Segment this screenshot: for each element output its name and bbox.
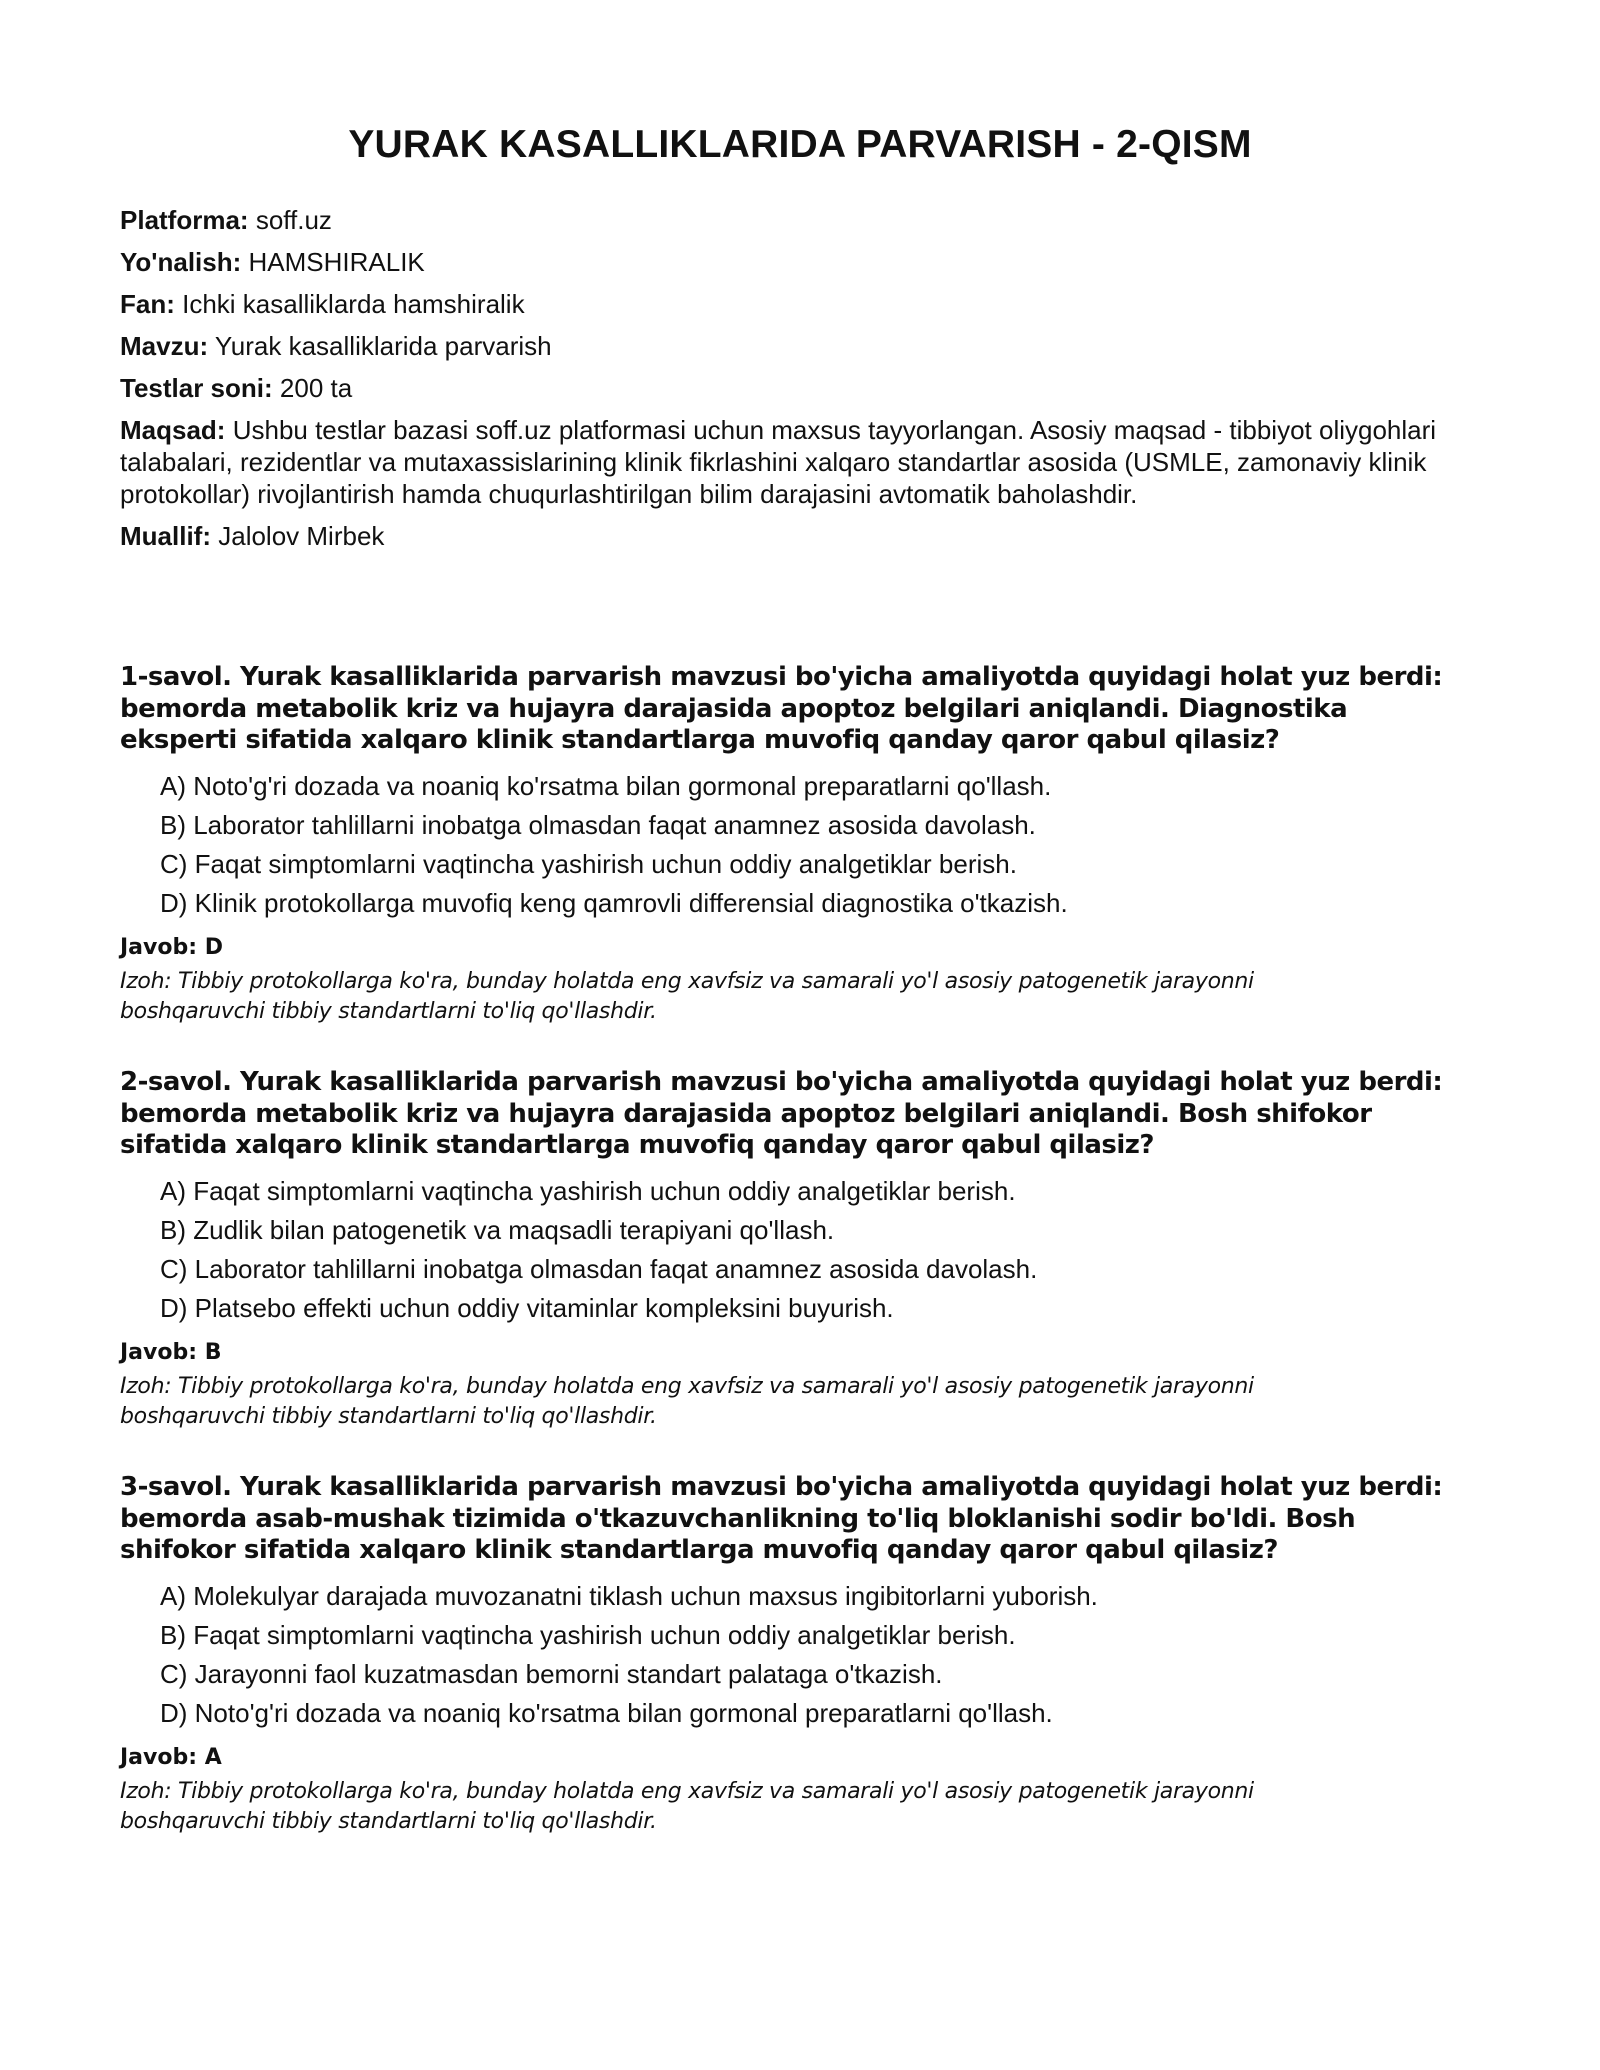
option-a: A) Noto'g'ri dozada va noaniq ko'rsatma bilan gormonal preparatlarni qo'llash.: [160, 770, 1052, 801]
meta-label: Muallif:: [120, 521, 211, 551]
options-list: [120, 1172, 1460, 1328]
meta-test-count: [120, 372, 1460, 404]
option-d: D) Noto'g'ri dozada va noaniq ko'rsatma bilan gormonal preparatlarni qo'llash.: [160, 1697, 1053, 1728]
meta-value: Yurak kasalliklarida parvarish: [214, 331, 552, 361]
question-text: 2-savol. Yurak kasalliklarida parvarish mavzusi bo'yicha amaliyotda quyidagi holat yuz berdi: bemorda metabolik kriz va hujayra darajasida apoptoz belgilari aniqlandi. Bosh shifokor sifatida xalqaro klinik standartlarga muvofiq qanday qaror qabul qilasiz?: [120, 1067, 1443, 1160]
meta-value: Jalolov Mirbek: [218, 521, 385, 551]
meta-direction: [120, 246, 1460, 278]
options-list: [120, 1577, 1460, 1733]
meta-value: HAMSHIRALIK: [248, 247, 425, 277]
meta-value: Ichki kasalliklarda hamshiralik: [182, 289, 525, 319]
question-block: [120, 1067, 1460, 1432]
meta-author: [120, 520, 1460, 552]
question-block: [120, 1472, 1460, 1837]
meta-label: Testlar soni:: [120, 373, 273, 403]
question-text: 1-savol. Yurak kasalliklarida parvarish mavzusi bo'yicha amaliyotda quyidagi holat yuz berdi: bemorda metabolik kriz va hujayra darajasida apoptoz belgilari aniqlandi. Diagnostika eksperti sifatida xalqaro klinik standartlarga muvofiq qanday qaror qabul qilasiz?: [120, 662, 1443, 755]
option-a: A) Molekulyar darajada muvozanatni tiklash uchun maxsus ingibitorlarni yuborish.: [160, 1580, 1098, 1611]
option-d: D) Platsebo effekti uchun oddiy vitaminlar kompleksini buyurish.: [160, 1292, 894, 1323]
option-c: C) Faqat simptomlarni vaqtincha yashirish uchun oddiy analgetiklar berish.: [160, 848, 1017, 879]
option-d: D) Klinik protokollarga muvofiq keng qamrovli differensial diagnostika o'tkazish.: [160, 887, 1068, 918]
document-meta: [120, 204, 1460, 562]
option-b: B) Laborator tahlillarni inobatga olmasdan faqat anamnez asosida davolash.: [160, 809, 1036, 840]
meta-label: Maqsad:: [120, 415, 226, 445]
question-text: 3-savol. Yurak kasalliklarida parvarish mavzusi bo'yicha amaliyotda quyidagi holat yuz berdi: bemorda asab-mushak tizimida o'tkazuvchanlikning to'liq bloklanishi sodir bo'ldi. Bosh shifokor sifatida xalqaro klinik standartlarga muvofiq qanday qaror qabul qilasiz?: [120, 1472, 1443, 1565]
question-block: [120, 662, 1460, 1027]
meta-label: Yo'nalish:: [120, 247, 242, 277]
answer-label: Javob: B: [120, 1339, 222, 1365]
answer-label: Javob: D: [120, 934, 223, 960]
meta-platform: [120, 204, 1460, 236]
meta-topic: [120, 330, 1460, 362]
answer-label: Javob: A: [120, 1744, 222, 1770]
options-list: [120, 767, 1460, 923]
option-b: B) Zudlik bilan patogenetik va maqsadli terapiyani qo'llash.: [160, 1214, 835, 1245]
meta-value: 200 ta: [279, 373, 353, 403]
meta-label: Fan:: [120, 289, 175, 319]
meta-value: Ushbu testlar bazasi soff.uz platformasi uchun maxsus tayyorlangan. Asosiy maqsad - tibbiyot oliygohlari talabalari, rezidentlar va mutaxassislarining klinik fikrlashini xalqaro standartlar asosida (USMLE, zamonaviy klinik protokollar) rivojlantirish hamda chuqurlashtirilgan bilim darajasini avtomatik baholashdir.: [120, 415, 1437, 509]
explanation-note: Izoh: Tibbiy protokollarga ko'ra, bunday holatda eng xavfsiz va samarali yo'l asosiy patogenetik jarayonni boshqaruvchi tibbiy standartlarni to'liq qo'llashdir.: [120, 1778, 1254, 1834]
meta-label: Mavzu:: [120, 331, 209, 361]
option-c: C) Laborator tahlillarni inobatga olmasdan faqat anamnez asosida davolash.: [160, 1253, 1038, 1284]
explanation-note: Izoh: Tibbiy protokollarga ko'ra, bunday holatda eng xavfsiz va samarali yo'l asosiy patogenetik jarayonni boshqaruvchi tibbiy standartlarni to'liq qo'llashdir.: [120, 1373, 1254, 1429]
meta-label: Platforma:: [120, 205, 249, 235]
explanation-note: Izoh: Tibbiy protokollarga ko'ra, bunday holatda eng xavfsiz va samarali yo'l asosiy patogenetik jarayonni boshqaruvchi tibbiy standartlarni to'liq qo'llashdir.: [120, 968, 1254, 1024]
meta-value: soff.uz: [255, 205, 332, 235]
meta-subject: [120, 288, 1460, 320]
option-b: B) Faqat simptomlarni vaqtincha yashirish uchun oddiy analgetiklar berish.: [160, 1619, 1016, 1650]
document-title: YURAK KASALLIKLARIDA PARVARISH - 2-QISM: [348, 123, 1252, 166]
meta-purpose: [120, 414, 1460, 510]
option-a: A) Faqat simptomlarni vaqtincha yashirish uchun oddiy analgetiklar berish.: [160, 1175, 1016, 1206]
option-c: C) Jarayonni faol kuzatmasdan bemorni standart palataga o'tkazish.: [160, 1658, 943, 1689]
